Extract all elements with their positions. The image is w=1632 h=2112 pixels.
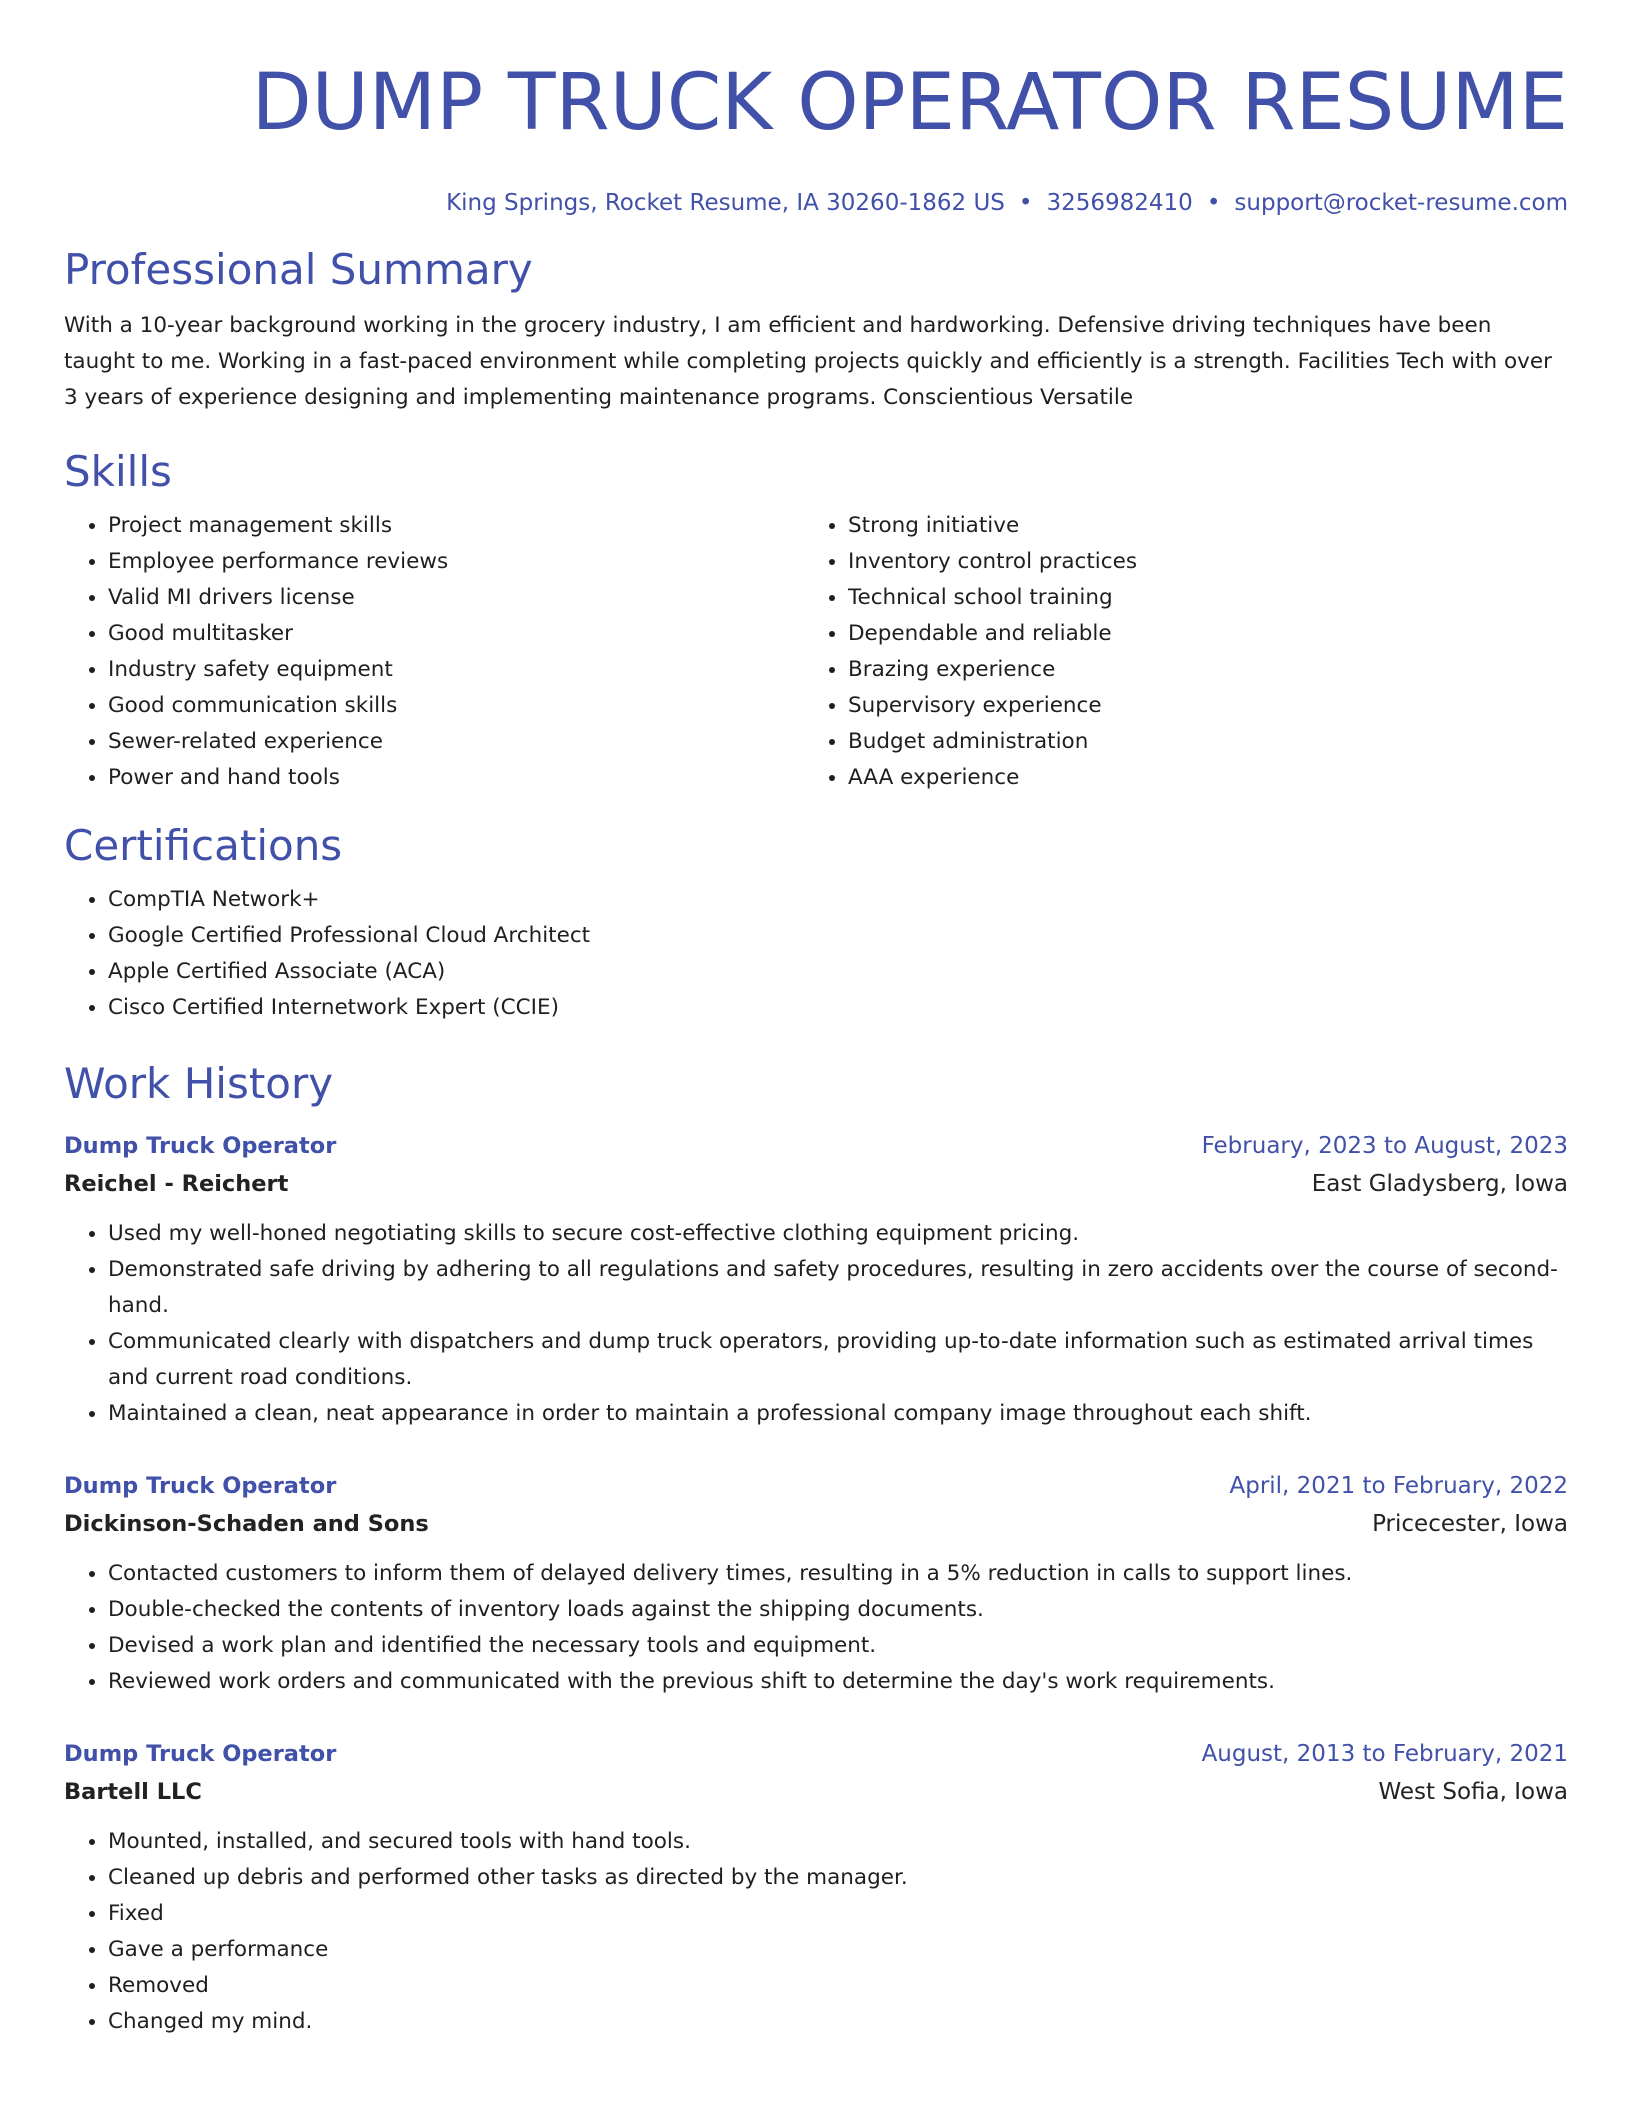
skills-column-left xyxy=(64,508,804,796)
job-bullet: • Demonstrated safe driving by adhering to all regulations and safety procedures, resulting in zero accidents over the course of second-hand. xyxy=(108,1252,1568,1324)
skill-item: • Budget administration xyxy=(848,724,1544,760)
job-bullet: • Fixed xyxy=(108,1896,1568,1932)
skill-item: • Inventory control practices xyxy=(848,544,1544,580)
contact-phone: 3256982410 xyxy=(1046,190,1193,216)
job-company: Reichel - Reichert xyxy=(64,1171,289,1197)
resume-header xyxy=(64,0,1568,218)
contact-email: support@rocket-resume.com xyxy=(1234,190,1568,216)
skill-item: • Sewer-related experience xyxy=(108,724,804,760)
job-dates: April, 2021 to February, 2022 xyxy=(1229,1473,1568,1499)
skill-item: • Strong initiative xyxy=(848,508,1544,544)
skill-item: • Valid MI drivers license xyxy=(108,580,804,616)
contact-separator: • xyxy=(1206,190,1221,216)
job-company-row xyxy=(64,1164,1568,1204)
job-bullet: • Maintained a clean, neat appearance in order to maintain a professional company image throughout each shift. xyxy=(108,1396,1568,1432)
job-title: Dump Truck Operator xyxy=(64,1133,337,1159)
job-bullet: • Cleaned up debris and performed other tasks as directed by the manager. xyxy=(108,1860,1568,1896)
section-heading-certifications: Certifications xyxy=(64,821,343,870)
skill-item: • Power and hand tools xyxy=(108,760,804,796)
skills-list-left xyxy=(64,508,804,796)
skill-item: • AAA experience xyxy=(848,760,1544,796)
job-title-row xyxy=(64,1736,1568,1772)
job-bullet: • Reviewed work orders and communicated with the previous shift to determine the day's work requirements. xyxy=(108,1664,1568,1700)
job-company: Dickinson-Schaden and Sons xyxy=(64,1511,429,1537)
job-dates: February, 2023 to August, 2023 xyxy=(1201,1133,1568,1159)
job-title: Dump Truck Operator xyxy=(64,1741,337,1767)
job-title: Dump Truck Operator xyxy=(64,1473,337,1499)
job-bullet: • Contacted customers to inform them of delayed delivery times, resulting in a 5% reduction in calls to support lines. xyxy=(108,1556,1568,1592)
skill-item: • Industry safety equipment xyxy=(108,652,804,688)
job-company-row xyxy=(64,1504,1568,1544)
job-bullet: • Communicated clearly with dispatchers and dump truck operators, providing up-to-date information such as estimated arrival times and current road conditions. xyxy=(108,1324,1568,1396)
job-bullets xyxy=(64,1216,1568,1432)
job-bullet: • Devised a work plan and identified the necessary tools and equipment. xyxy=(108,1628,1568,1664)
skill-item: • Good multitasker xyxy=(108,616,804,652)
skill-item: • Employee performance reviews xyxy=(108,544,804,580)
job-bullets xyxy=(64,1556,1568,1700)
contact-line xyxy=(64,188,1568,218)
certification-item: • Cisco Certified Internetwork Expert (CCIE) xyxy=(108,990,1568,1026)
skills-column-right xyxy=(804,508,1544,796)
job-dates: August, 2013 to February, 2021 xyxy=(1201,1741,1568,1767)
resume-title: DUMP TRUCK OPERATOR RESUME xyxy=(251,58,1568,148)
job-bullet: • Changed my mind. xyxy=(108,2004,1568,2040)
job-location: West Sofia, Iowa xyxy=(1378,1779,1568,1805)
contact-address: King Springs, Rocket Resume, IA 30260-1862 US xyxy=(446,190,1005,216)
job-entry xyxy=(64,1468,1568,1700)
summary-text: With a 10-year background working in the grocery industry, I am efficient and hardworking. Defensive driving techniques have been taught to me. Working in a fast-paced environment while completing projects quickly and efficiently is a strength. Facilities Tech with over 3 years of experience designing and implementing maintenance programs. Conscientious Versatile xyxy=(64,313,1552,410)
certification-item: • Google Certified Professional Cloud Architect xyxy=(108,918,1568,954)
skill-item: • Dependable and reliable xyxy=(848,616,1544,652)
job-company: Bartell LLC xyxy=(64,1779,202,1805)
job-bullet: • Gave a performance xyxy=(108,1932,1568,1968)
certification-item: • CompTIA Network+ xyxy=(108,882,1568,918)
certifications-list xyxy=(64,882,1568,1026)
contact-separator: • xyxy=(1018,190,1033,216)
skill-item: • Good communication skills xyxy=(108,688,804,724)
job-bullet: • Removed xyxy=(108,1968,1568,2004)
job-bullets xyxy=(64,1824,1568,2040)
job-location: Pricecester, Iowa xyxy=(1372,1511,1568,1537)
skill-item: • Project management skills xyxy=(108,508,804,544)
job-bullet: • Mounted, installed, and secured tools with hand tools. xyxy=(108,1824,1568,1860)
section-heading-work-history: Work History xyxy=(64,1059,334,1108)
certification-item: • Apple Certified Associate (ACA) xyxy=(108,954,1568,990)
skill-item: • Supervisory experience xyxy=(848,688,1544,724)
job-bullet: • Double-checked the contents of inventory loads against the shipping documents. xyxy=(108,1592,1568,1628)
skill-item: • Brazing experience xyxy=(848,652,1544,688)
job-entry xyxy=(64,1736,1568,2040)
job-title-row xyxy=(64,1468,1568,1504)
skill-item: • Technical school training xyxy=(848,580,1544,616)
job-location: East Gladysberg, Iowa xyxy=(1311,1171,1568,1197)
job-title-row xyxy=(64,1128,1568,1164)
skills-grid xyxy=(64,508,1568,796)
skills-list-right xyxy=(804,508,1544,796)
job-company-row xyxy=(64,1772,1568,1812)
job-entry xyxy=(64,1128,1568,1432)
section-heading-summary: Professional Summary xyxy=(64,245,533,294)
section-heading-skills: Skills xyxy=(64,447,172,496)
job-bullet: • Used my well-honed negotiating skills to secure cost-effective clothing equipment pricing. xyxy=(108,1216,1568,1252)
